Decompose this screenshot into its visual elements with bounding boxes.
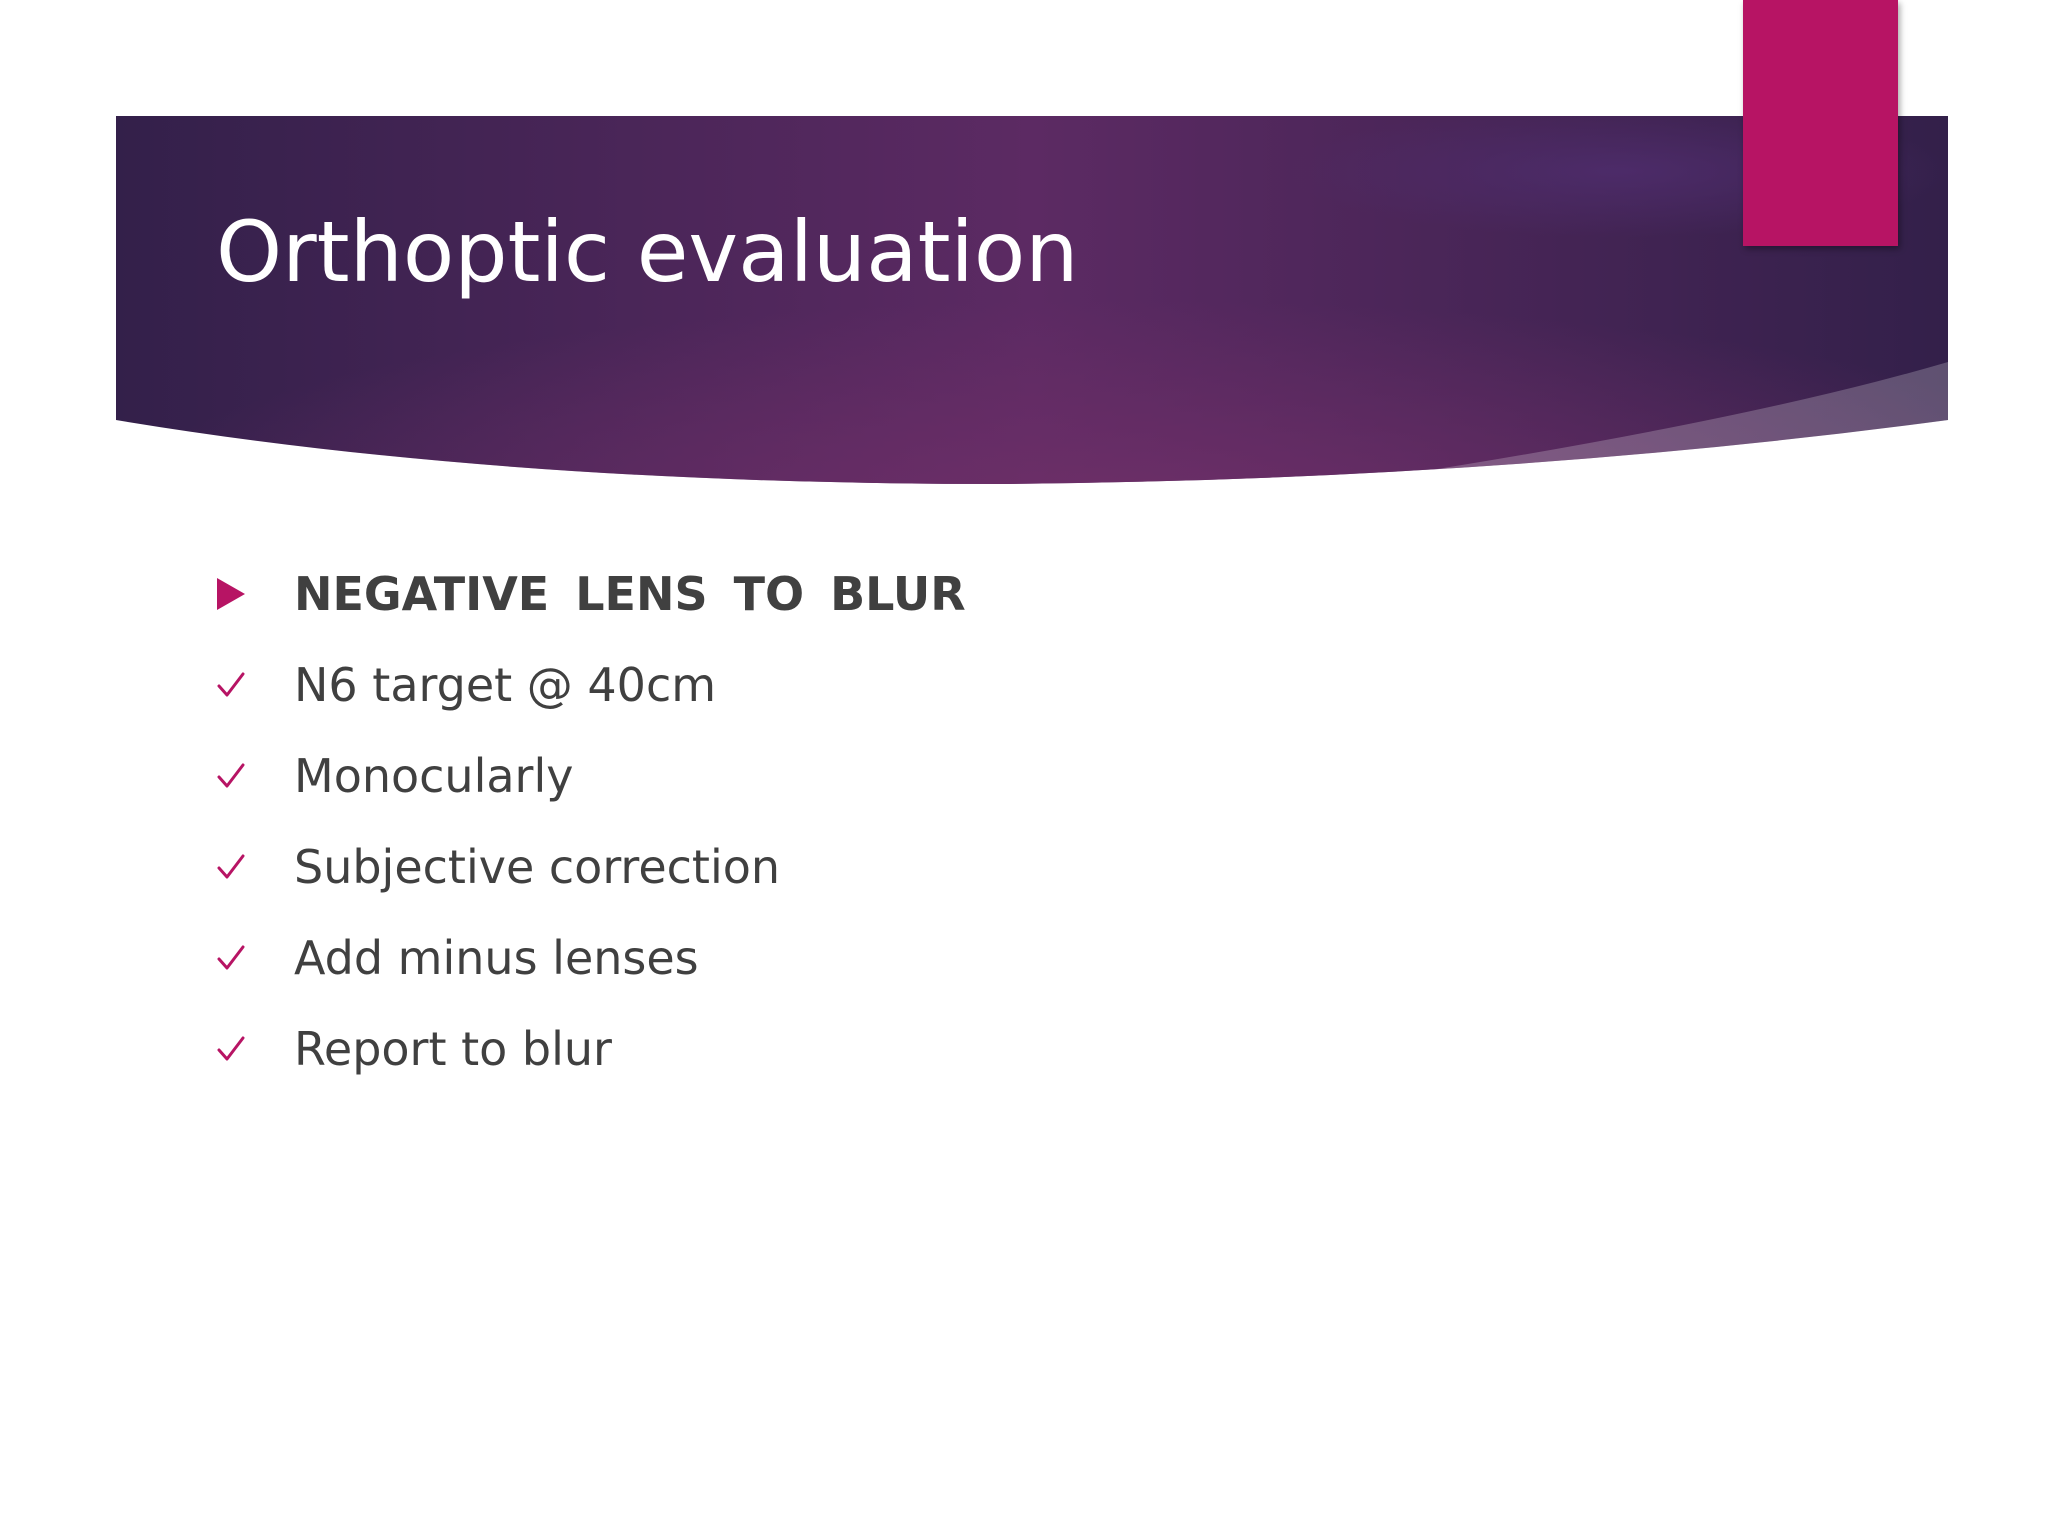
bullet-list: [216, 548, 1816, 1094]
heading-text: NEGATIVE LENS TO BLUR: [294, 566, 966, 621]
triangle-right-icon: [216, 577, 246, 611]
checkmark-icon: [216, 1034, 246, 1064]
checkmark-icon: [216, 943, 246, 973]
list-item-text: Monocularly: [294, 748, 574, 803]
list-item-text: Subjective correction: [294, 839, 781, 894]
list-item: [216, 821, 1816, 912]
list-item: [216, 730, 1816, 821]
checkmark-icon: [216, 670, 246, 700]
list-heading: [216, 548, 1816, 639]
list-item-text: Add minus lenses: [294, 930, 699, 985]
slide-title: Orthoptic evaluation: [216, 203, 1079, 301]
list-item-text: Report to blur: [294, 1021, 612, 1076]
accent-tab: [1743, 0, 1898, 246]
checkmark-icon: [216, 761, 246, 791]
list-item: [216, 639, 1816, 730]
list-item-text: N6 target @ 40cm: [294, 657, 717, 712]
list-item: [216, 912, 1816, 1003]
list-item: [216, 1003, 1816, 1094]
checkmark-icon: [216, 852, 246, 882]
